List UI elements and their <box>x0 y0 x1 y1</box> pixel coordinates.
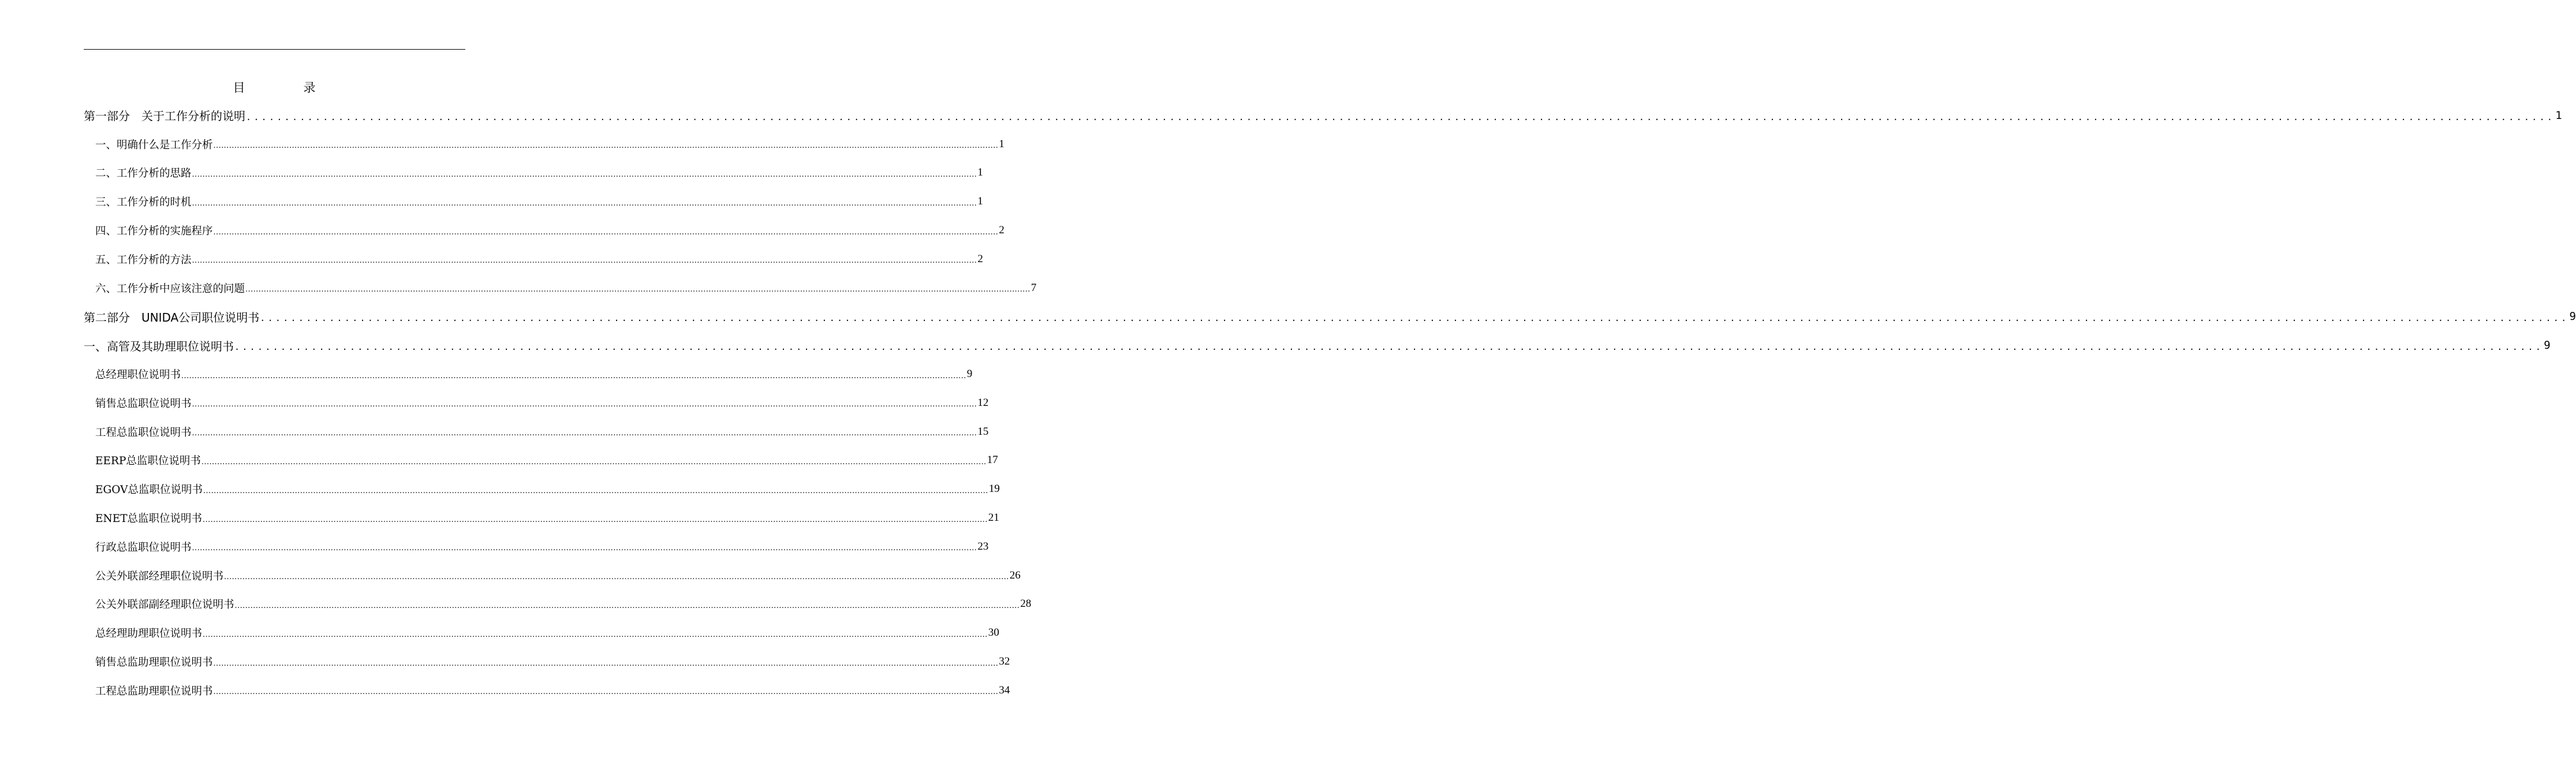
toc-subsection-entry[interactable] <box>84 187 983 216</box>
toc-entry-page-number: 2 <box>977 252 983 265</box>
toc-section-entry[interactable] <box>84 331 2551 360</box>
toc-subsection-entry[interactable] <box>84 216 1005 245</box>
toc-entry-page-number: 9 <box>2544 339 2551 352</box>
dot-leader: ............................................................................................................................................................................................................................................................................................................ <box>192 170 977 179</box>
toc-subsection-entry[interactable] <box>84 503 999 532</box>
toc-entry-page-number: 17 <box>987 454 998 467</box>
dot-leader: ............................................................................................................................................................................................................................................................................................................ <box>246 111 2555 122</box>
toc-entry-page-number: 30 <box>988 626 999 639</box>
dot-leader: ............................................................................................................................................................................................................................................................................................................ <box>201 457 987 467</box>
toc-entry-page-number: 1 <box>2555 109 2562 122</box>
toc-entry-page-number: 21 <box>988 512 999 524</box>
toc-entry-label: 销售总监职位说明书 <box>95 397 192 410</box>
dot-leader: ............................................................................................................................................................................................................................................................................................................ <box>192 400 977 409</box>
dot-leader: ............................................................................................................................................................................................................................................................................................................ <box>192 429 977 438</box>
toc-entry-page-number: 2 <box>999 224 1005 237</box>
toc-entry-label: EGOV总监职位说明书 <box>95 484 203 497</box>
toc-section-entry[interactable] <box>84 101 2562 130</box>
toc-subsection-entry[interactable] <box>84 532 989 561</box>
toc-entry-label: 工程总监助理职位说明书 <box>95 685 213 697</box>
toc-entry-label: 五、工作分析的方法 <box>95 253 192 266</box>
dot-leader: ............................................................................................................................................................................................................................................................................................................ <box>224 573 1009 582</box>
toc-entry-page-number: 9 <box>2569 310 2576 323</box>
toc-entry-label: 六、工作分析中应该注意的问题 <box>95 282 245 295</box>
toc-subsection-entry[interactable] <box>84 446 998 475</box>
toc-entry-page-number: 1 <box>977 195 983 208</box>
toc-subsection-entry[interactable] <box>84 417 989 446</box>
toc-subsection-entry[interactable] <box>84 475 1000 503</box>
toc-subsection-entry[interactable] <box>84 130 1005 159</box>
toc-subsection-entry[interactable] <box>84 360 973 389</box>
toc-subsection-entry[interactable] <box>84 389 989 417</box>
toc-entry-label: 一、明确什么是工作分析 <box>95 139 213 151</box>
toc-entry-label: 总经理助理职位说明书 <box>95 628 203 640</box>
toc-entry-page-number: 34 <box>999 684 1010 696</box>
toc-title: 目 录 <box>233 81 339 95</box>
dot-leader: ............................................................................................................................................................................................................................................................................................................ <box>213 659 999 668</box>
toc-entry-label: 一、高管及其助理职位说明书 <box>84 339 234 353</box>
toc-subsection-entry[interactable] <box>84 561 1021 590</box>
dot-leader: ............................................................................................................................................................................................................................................................................................................ <box>192 199 977 208</box>
toc-subsection-entry[interactable] <box>84 618 999 647</box>
toc-entry-page-number: 12 <box>977 396 989 409</box>
dot-leader: ............................................................................................................................................................................................................................................................................................................ <box>213 688 999 697</box>
dot-leader: ............................................................................................................................................................................................................................................................................................................ <box>260 313 2569 324</box>
dot-leader: ............................................................................................................................................................................................................................................................................................................ <box>192 544 977 553</box>
dot-leader: ............................................................................................................................................................................................................................................................................................................ <box>234 342 2544 353</box>
toc-subsection-entry[interactable] <box>84 647 1010 676</box>
toc-subsection-entry[interactable] <box>84 274 1037 303</box>
table-of-contents <box>84 101 2576 705</box>
toc-entry-page-number: 15 <box>977 425 989 438</box>
toc-subsection-entry[interactable] <box>84 245 983 274</box>
toc-entry-page-number: 7 <box>1031 281 1037 294</box>
toc-section-entry[interactable] <box>84 303 2576 331</box>
toc-entry-page-number: 26 <box>1009 569 1021 581</box>
dot-leader: ............................................................................................................................................................................................................................................................................................................ <box>203 630 988 639</box>
toc-entry-page-number: 28 <box>1020 598 1032 610</box>
toc-entry-page-number: 19 <box>988 483 1000 495</box>
toc-subsection-entry[interactable] <box>84 676 1010 705</box>
dot-leader: ............................................................................................................................................................................................................................................................................................................ <box>213 227 999 237</box>
toc-entry-page-number: 23 <box>977 540 989 553</box>
toc-entry-page-number: 1 <box>999 137 1005 150</box>
toc-entry-label: ENET总监职位说明书 <box>95 513 203 525</box>
toc-entry-label: 第二部分 UNIDA公司职位说明书 <box>84 310 260 324</box>
header-rule <box>84 49 465 50</box>
toc-subsection-entry[interactable] <box>84 590 1032 619</box>
dot-leader: ............................................................................................................................................................................................................................................................................................................ <box>234 601 1020 610</box>
toc-entry-label: 销售总监助理职位说明书 <box>95 656 213 669</box>
toc-entry-label: 总经理职位说明书 <box>95 369 181 382</box>
toc-entry-page-number: 1 <box>977 166 983 179</box>
dot-leader: ............................................................................................................................................................................................................................................................................................................ <box>203 486 988 495</box>
toc-entry-page-number: 32 <box>999 655 1010 668</box>
toc-entry-page-number: 9 <box>966 368 973 380</box>
dot-leader: ............................................................................................................................................................................................................................................................................................................ <box>203 515 988 524</box>
toc-subsection-entry[interactable] <box>84 159 983 188</box>
dot-leader: ............................................................................................................................................................................................................................................................................................................ <box>181 371 966 380</box>
dot-leader: ............................................................................................................................................................................................................................................................................................................ <box>245 285 1031 294</box>
toc-entry-label: 四、工作分析的实施程序 <box>95 225 213 238</box>
toc-entry-label: EERP总监职位说明书 <box>95 455 201 468</box>
toc-entry-label: 公关外联部副经理职位说明书 <box>95 599 234 611</box>
dot-leader: ............................................................................................................................................................................................................................................................................................................ <box>213 141 999 151</box>
toc-entry-label: 行政总监职位说明书 <box>95 541 192 554</box>
dot-leader: ............................................................................................................................................................................................................................................................................................................ <box>192 256 977 266</box>
toc-entry-label: 第一部分 关于工作分析的说明 <box>84 109 245 124</box>
toc-entry-label: 三、工作分析的时机 <box>95 196 192 209</box>
toc-entry-label: 二、工作分析的思路 <box>95 167 192 180</box>
toc-entry-label: 公关外联部经理职位说明书 <box>95 570 224 583</box>
toc-entry-label: 工程总监职位说明书 <box>95 426 192 439</box>
